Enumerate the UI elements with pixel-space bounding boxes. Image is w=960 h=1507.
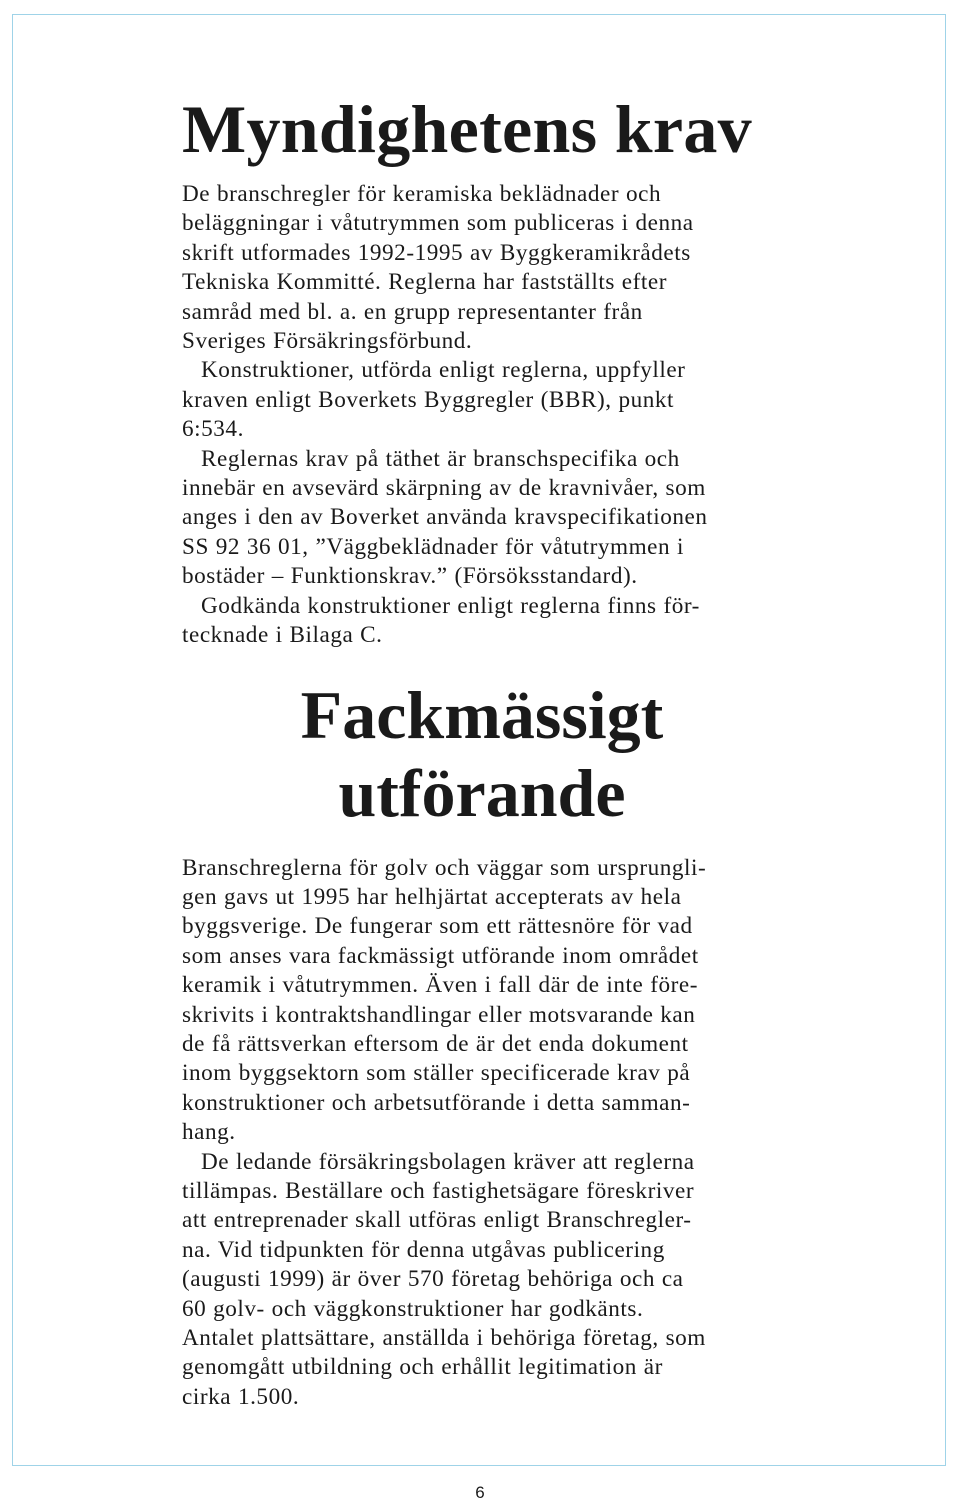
page-number: 6 (475, 1483, 485, 1502)
text-line: hang. (182, 1119, 236, 1146)
text-line: Reglernas krav på täthet är branschspecifika och (201, 445, 680, 472)
text-line: kraven enligt Boverkets Byggregler (BBR), punkt (182, 386, 675, 413)
paragraph (182, 1148, 782, 1413)
text-line: inom byggsektorn som ställer specificerade krav på (182, 1060, 691, 1087)
section-myndighetens-krav-body (182, 180, 782, 651)
heading-line: utförande (338, 754, 626, 831)
text-line: Branschreglerna för golv och väggar som ursprungli- (182, 854, 707, 881)
text-line: beläggningar i våtutrymmen som publiceras i denna (182, 210, 694, 237)
paragraph (182, 592, 782, 651)
text-line: samråd med bl. a. en grupp representanter från (182, 298, 643, 325)
text-line: SS 92 36 01, ”Väggbeklädnader för våtutrymmen i (182, 533, 685, 560)
text-line: De branschregler för keramiska beklädnader och (182, 181, 662, 207)
text-line: Antalet plattsättare, anställda i behöriga företag, som (182, 1325, 706, 1351)
text-line: byggsverige. De fungerar som ett rättesnöre för vad (182, 913, 693, 940)
page-content (182, 86, 782, 1412)
text-line: keramik i våtutrymmen. Även i fall där de inte före- (182, 972, 698, 999)
paragraph (182, 854, 782, 1148)
text-line: 60 golv- och väggkonstruktioner har godkänts. (182, 1295, 644, 1322)
text-line: tecknade i Bilaga C. (182, 622, 383, 649)
text-line: genomgått utbildning och erhållit legitimation är (182, 1354, 663, 1381)
text-line: konstruktioner och arbetsutförande i detta samman- (182, 1089, 691, 1116)
text-line: 6:534. (182, 416, 244, 443)
text-line: Tekniska Kommitté. Reglerna har fastställts efter (182, 269, 667, 296)
text-line: bostäder – Funktionskrav.” (Försöksstandard). (182, 563, 638, 590)
text-line: att entreprenader skall utföras enligt Branschregler- (182, 1207, 692, 1234)
text-line: gen gavs ut 1995 har helhjärtat accepterats av hela (182, 883, 682, 910)
text-line: skrift utformades 1992-1995 av Byggkeramikrådets (182, 239, 691, 266)
text-line: (augusti 1999) är över 570 företag behöriga och ca (182, 1266, 684, 1293)
paragraph (182, 180, 782, 356)
section-fackmassigt-utforande-body (182, 854, 782, 1413)
heading-fackmassigt-utforande (182, 651, 782, 832)
heading-myndighetens-krav: Myndighetens krav (182, 91, 752, 167)
paragraph (182, 445, 782, 592)
text-line: Godkända konstruktioner enligt reglerna finns för- (201, 592, 700, 619)
text-line: anges i den av Boverket använda kravspecifikationen (182, 504, 708, 531)
text-line: de få rättsverkan eftersom de är det enda dokument (182, 1030, 689, 1057)
paragraph (182, 356, 782, 444)
heading-line: Fackmässigt (300, 676, 664, 753)
text-line: cirka 1.500. (182, 1383, 300, 1410)
text-line: skrivits i kontraktshandlingar eller motsvarande kan (182, 1001, 696, 1028)
text-line: na. Vid tidpunkten för denna utgåvas publicering (182, 1236, 665, 1263)
text-line: Sveriges Försäkringsförbund. (182, 328, 473, 355)
text-line: Konstruktioner, utförda enligt reglerna, uppfyller (201, 357, 686, 384)
text-line: innebär en avsevärd skärpning av de kravnivåer, som (182, 475, 706, 502)
text-line: som anses vara fackmässigt utförande inom området (182, 942, 699, 969)
text-line: tillämpas. Beställare och fastighetsägare föreskriver (182, 1177, 695, 1204)
text-line: De ledande försäkringsbolagen kräver att reglerna (201, 1148, 695, 1175)
